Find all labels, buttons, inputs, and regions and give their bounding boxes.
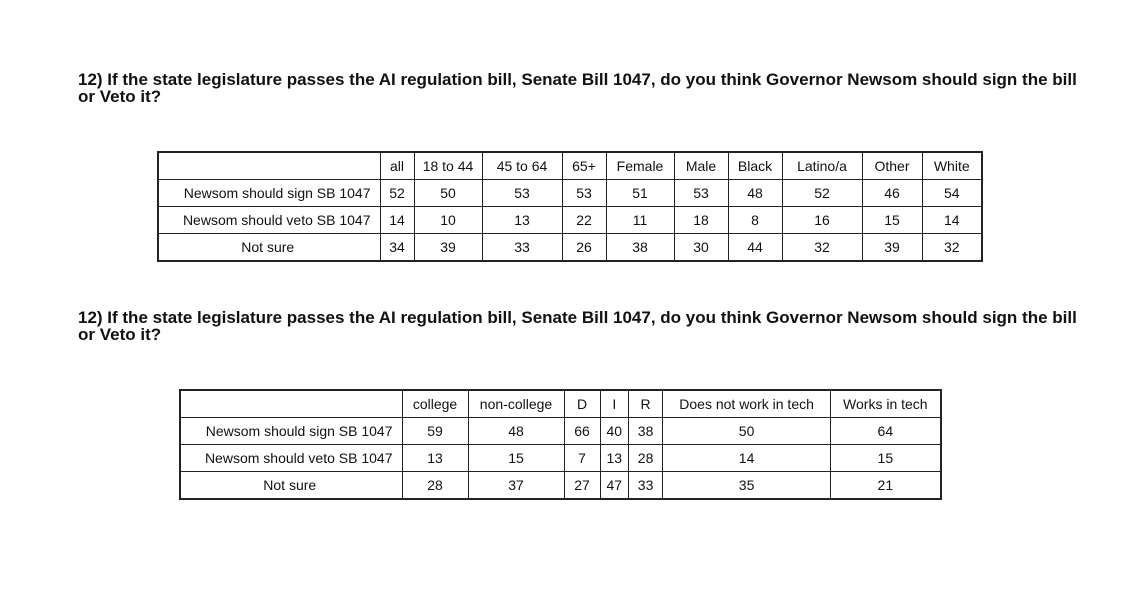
column-header: Does not work in tech [663, 390, 831, 418]
table-row [180, 418, 941, 445]
table-cell: 50 [414, 180, 482, 207]
table-cell: 18 [674, 207, 728, 234]
table-cell: 53 [674, 180, 728, 207]
table-cell: 28 [629, 445, 663, 472]
table-cell: 14 [922, 207, 982, 234]
column-header: 65+ [562, 152, 606, 180]
table-cell: 47 [600, 472, 629, 500]
table-cell: 30 [674, 234, 728, 262]
table-cell: 13 [402, 445, 468, 472]
table-cell: 15 [862, 207, 922, 234]
table-row [158, 180, 982, 207]
column-header: college [402, 390, 468, 418]
column-header: 45 to 64 [482, 152, 562, 180]
table-cell: 48 [468, 418, 564, 445]
table-cell: 66 [564, 418, 600, 445]
column-header: Black [728, 152, 782, 180]
crosstab-table-demographics [157, 151, 983, 262]
row-label: Not sure [158, 234, 380, 262]
table-cell: 15 [468, 445, 564, 472]
table-cell: 51 [606, 180, 674, 207]
table-cell: 14 [663, 445, 831, 472]
row-label: Newsom should sign SB 1047 [158, 180, 380, 207]
question-1-text: 12) If the state legislature passes the AI regulation bill, Senate Bill 1047, do you think Governor Newsom should sign the bill or Veto it? [78, 70, 1077, 106]
table-cell: 52 [782, 180, 862, 207]
table-cell: 13 [600, 445, 629, 472]
column-header: all [380, 152, 414, 180]
column-header: White [922, 152, 982, 180]
table-row [180, 445, 941, 472]
table-header-row [180, 390, 941, 418]
table-cell: 27 [564, 472, 600, 500]
table-cell: 38 [606, 234, 674, 262]
table-cell: 48 [728, 180, 782, 207]
table-cell: 10 [414, 207, 482, 234]
table-cell: 44 [728, 234, 782, 262]
table-cell: 53 [562, 180, 606, 207]
table-cell: 21 [831, 472, 941, 500]
table-cell: 15 [831, 445, 941, 472]
table-cell: 33 [482, 234, 562, 262]
table-row [158, 234, 982, 262]
row-label: Newsom should sign SB 1047 [180, 418, 402, 445]
table-cell: 8 [728, 207, 782, 234]
table-cell: 50 [663, 418, 831, 445]
table-cell: 54 [922, 180, 982, 207]
table-cell: 39 [862, 234, 922, 262]
table-cell: 46 [862, 180, 922, 207]
table-cell: 64 [831, 418, 941, 445]
table-cell: 38 [629, 418, 663, 445]
column-header: R [629, 390, 663, 418]
crosstab-table-education-party-tech [179, 389, 942, 500]
table-cell: 22 [562, 207, 606, 234]
table-cell: 39 [414, 234, 482, 262]
row-label: Not sure [180, 472, 402, 500]
column-header: Female [606, 152, 674, 180]
table-header-row [158, 152, 982, 180]
table-cell: 35 [663, 472, 831, 500]
table-cell: 13 [482, 207, 562, 234]
table-cell: 32 [782, 234, 862, 262]
table-cell: 53 [482, 180, 562, 207]
table-cell: 40 [600, 418, 629, 445]
table-cell: 32 [922, 234, 982, 262]
table-cell: 11 [606, 207, 674, 234]
column-header: I [600, 390, 629, 418]
table-cell: 26 [562, 234, 606, 262]
column-header: Works in tech [831, 390, 941, 418]
table-corner-cell [158, 152, 380, 180]
table-cell: 7 [564, 445, 600, 472]
column-header: Male [674, 152, 728, 180]
column-header: 18 to 44 [414, 152, 482, 180]
column-header: Latino/a [782, 152, 862, 180]
question-2-text: 12) If the state legislature passes the AI regulation bill, Senate Bill 1047, do you think Governor Newsom should sign the bill or Veto it? [78, 308, 1077, 344]
table-cell: 59 [402, 418, 468, 445]
table-corner-cell [180, 390, 402, 418]
column-header: non-college [468, 390, 564, 418]
row-label: Newsom should veto SB 1047 [180, 445, 402, 472]
table-cell: 14 [380, 207, 414, 234]
table-cell: 34 [380, 234, 414, 262]
table-cell: 28 [402, 472, 468, 500]
column-header: D [564, 390, 600, 418]
row-label: Newsom should veto SB 1047 [158, 207, 380, 234]
table-cell: 33 [629, 472, 663, 500]
column-header: Other [862, 152, 922, 180]
table-cell: 16 [782, 207, 862, 234]
table-row [180, 472, 941, 500]
table-row [158, 207, 982, 234]
table-cell: 37 [468, 472, 564, 500]
table-cell: 52 [380, 180, 414, 207]
